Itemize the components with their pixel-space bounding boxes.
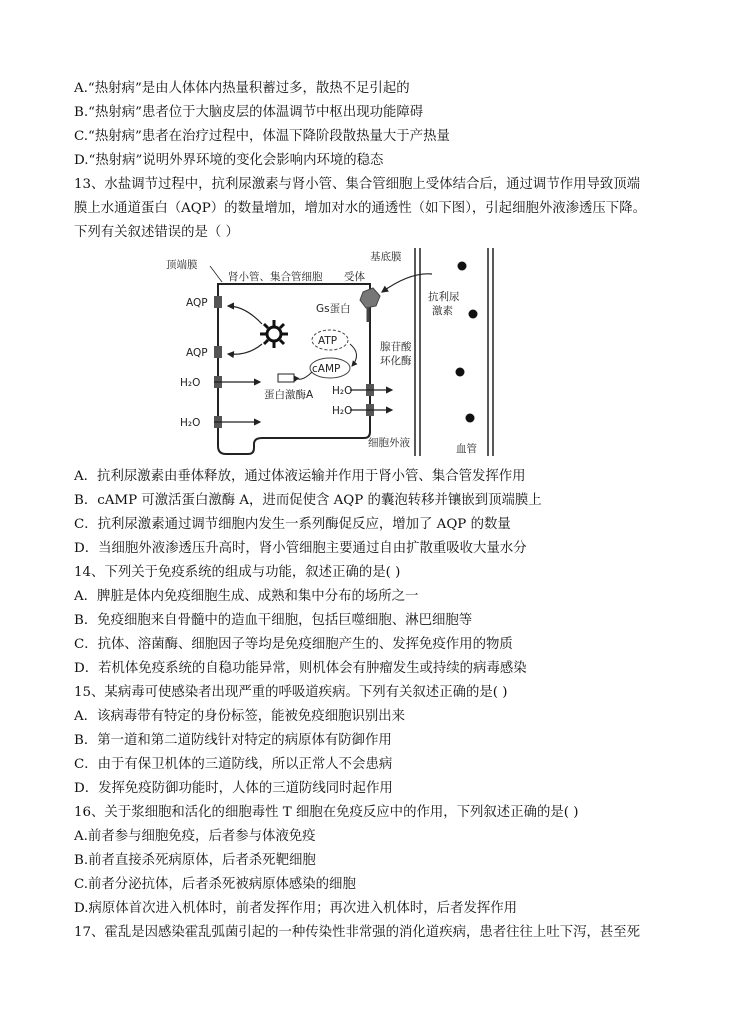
label-pka: 蛋白激酶A <box>264 389 314 401</box>
aqp-channel <box>214 296 222 308</box>
label-cell: 肾小管、集合管细胞 <box>228 271 323 283</box>
q14-option-a: A．脾脏是体内免疫细胞生成、成熟和集中分布的场所之一 <box>74 589 419 604</box>
q12-option-c: C.“热射病”患者在治疗过程中，体温下降阶段散热量大于产热量 <box>74 129 450 144</box>
q12-option-a: A.“热射病”是由人体体内热量积蓄过多，散热不足引起的 <box>74 81 410 96</box>
label-basal-membrane: 基底膜 <box>370 251 402 263</box>
label-aqp-2: AQP <box>186 347 208 359</box>
q12-option-d: D.“热射病”说明外界环境的变化会影响内环境的稳态 <box>74 153 384 168</box>
label-gs-protein: Gs蛋白 <box>316 303 351 315</box>
q15-stem: 15、某病毒可使感染者出现严重的呼吸道疾病。下列有关叙述正确的是( ) <box>74 685 508 700</box>
q12-option-b: B.“热射病”患者位于大脑皮层的体温调节中枢出现功能障碍 <box>74 105 424 120</box>
label-h2o-4: H₂O <box>332 405 353 417</box>
label-h2o-1: H₂O <box>180 377 201 389</box>
q14-stem: 14、下列关于免疫系统的组成与功能，叙述正确的是( ) <box>74 565 401 580</box>
label-atp: ATP <box>318 335 338 347</box>
q13-stem-line-1: 13、水盐调节过程中，抗利尿激素与肾小管、集合管细胞上受体结合后，通过调节作用导致顶端 <box>74 177 641 192</box>
q13-stem-line-2: 膜上水通道蛋白（AQP）的数量增加，增加对水的通透性（如下图），引起细胞外液渗透压下降。 <box>74 201 646 216</box>
q15-option-a: A．该病毒带有特定的身份标签，能被免疫细胞识别出来 <box>74 709 406 724</box>
q13-diagram <box>166 244 540 460</box>
q14-option-d: D．若机体免疫系统的自稳功能异常，则机体会有肿瘤发生或持续的病毒感染 <box>74 661 527 676</box>
q13-stem-line-3: 下列有关叙述错误的是（ ） <box>74 225 239 240</box>
q15-option-b: B．第一道和第二道防线针对特定的病原体有防御作用 <box>74 733 392 748</box>
q13-option-c: C．抗利尿激素通过调节细胞内发生一系列酶促反应，增加了 AQP 的数量 <box>74 517 511 532</box>
q15-option-c: C．由于有保卫机体的三道防线，所以正常人不会患病 <box>74 757 393 772</box>
label-h2o-3: H₂O <box>332 385 353 397</box>
label-receptor: 受体 <box>344 271 365 283</box>
q16-option-c: C.前者分泌抗体，后者杀死被病原体感染的细胞 <box>74 877 356 892</box>
label-camp: cAMP <box>312 363 341 375</box>
aqp-channel <box>214 346 222 358</box>
hormone-dot <box>458 262 467 271</box>
q16-option-a: A.前者参与细胞免疫，后者参与体液免疫 <box>74 829 316 844</box>
label-cyclase-1: 腺苷酸 <box>380 341 412 353</box>
hormone-dot <box>466 414 475 423</box>
q16-stem: 16、关于浆细胞和活化的细胞毒性 T 细胞在免疫反应中的作用，下列叙述正确的是( ) <box>74 805 579 820</box>
q14-option-c: C．抗体、溶菌酶、细胞因子等均是免疫细胞产生的、发挥免疫作用的物质 <box>74 637 513 652</box>
q13-option-d: D．当细胞外液渗透压升高时，肾小管细胞主要通过自由扩散重吸收大量水分 <box>74 541 527 556</box>
label-apical-membrane: 顶端膜 <box>166 259 198 271</box>
vesicle-icon <box>260 320 288 348</box>
q16-option-d: D.病原体首次进入机体时，前者发挥作用；再次进入机体时，后者发挥作用 <box>74 901 518 916</box>
q17-stem: 17、霍乱是因感染霍乱弧菌引起的一种传染性非常强的消化道疾病，患者往往上吐下泻，甚至死 <box>74 925 641 940</box>
label-cyclase-2: 环化酶 <box>380 355 412 367</box>
q15-option-d: D．发挥免疫防御功能时，人体的三道防线同时起作用 <box>74 781 393 796</box>
label-h2o-2: H₂O <box>180 417 201 429</box>
q16-option-b: B.前者直接杀死病原体，后者杀死靶细胞 <box>74 853 316 868</box>
label-adh-2: 激素 <box>432 305 453 317</box>
q13-option-b: B．cAMP 可激活蛋白激酶 A，进而促使含 AQP 的囊泡转移并镶嵌到顶端膜上 <box>74 493 542 508</box>
hormone-dot <box>456 368 465 377</box>
label-adh-1: 抗利尿 <box>428 291 460 303</box>
q14-option-b: B．免疫细胞来自骨髓中的造血干细胞，包括巨噬细胞、淋巴细胞等 <box>74 613 473 628</box>
receptor-shape <box>360 288 380 308</box>
q13-option-a: A．抗利尿激素由垂体释放，通过体液运输并作用于肾小管、集合管发挥作用 <box>74 469 526 484</box>
hormone-dot <box>469 310 478 319</box>
label-vessel: 血管 <box>456 443 477 455</box>
label-ecf: 细胞外液 <box>368 437 410 449</box>
label-aqp-1: AQP <box>186 297 208 309</box>
